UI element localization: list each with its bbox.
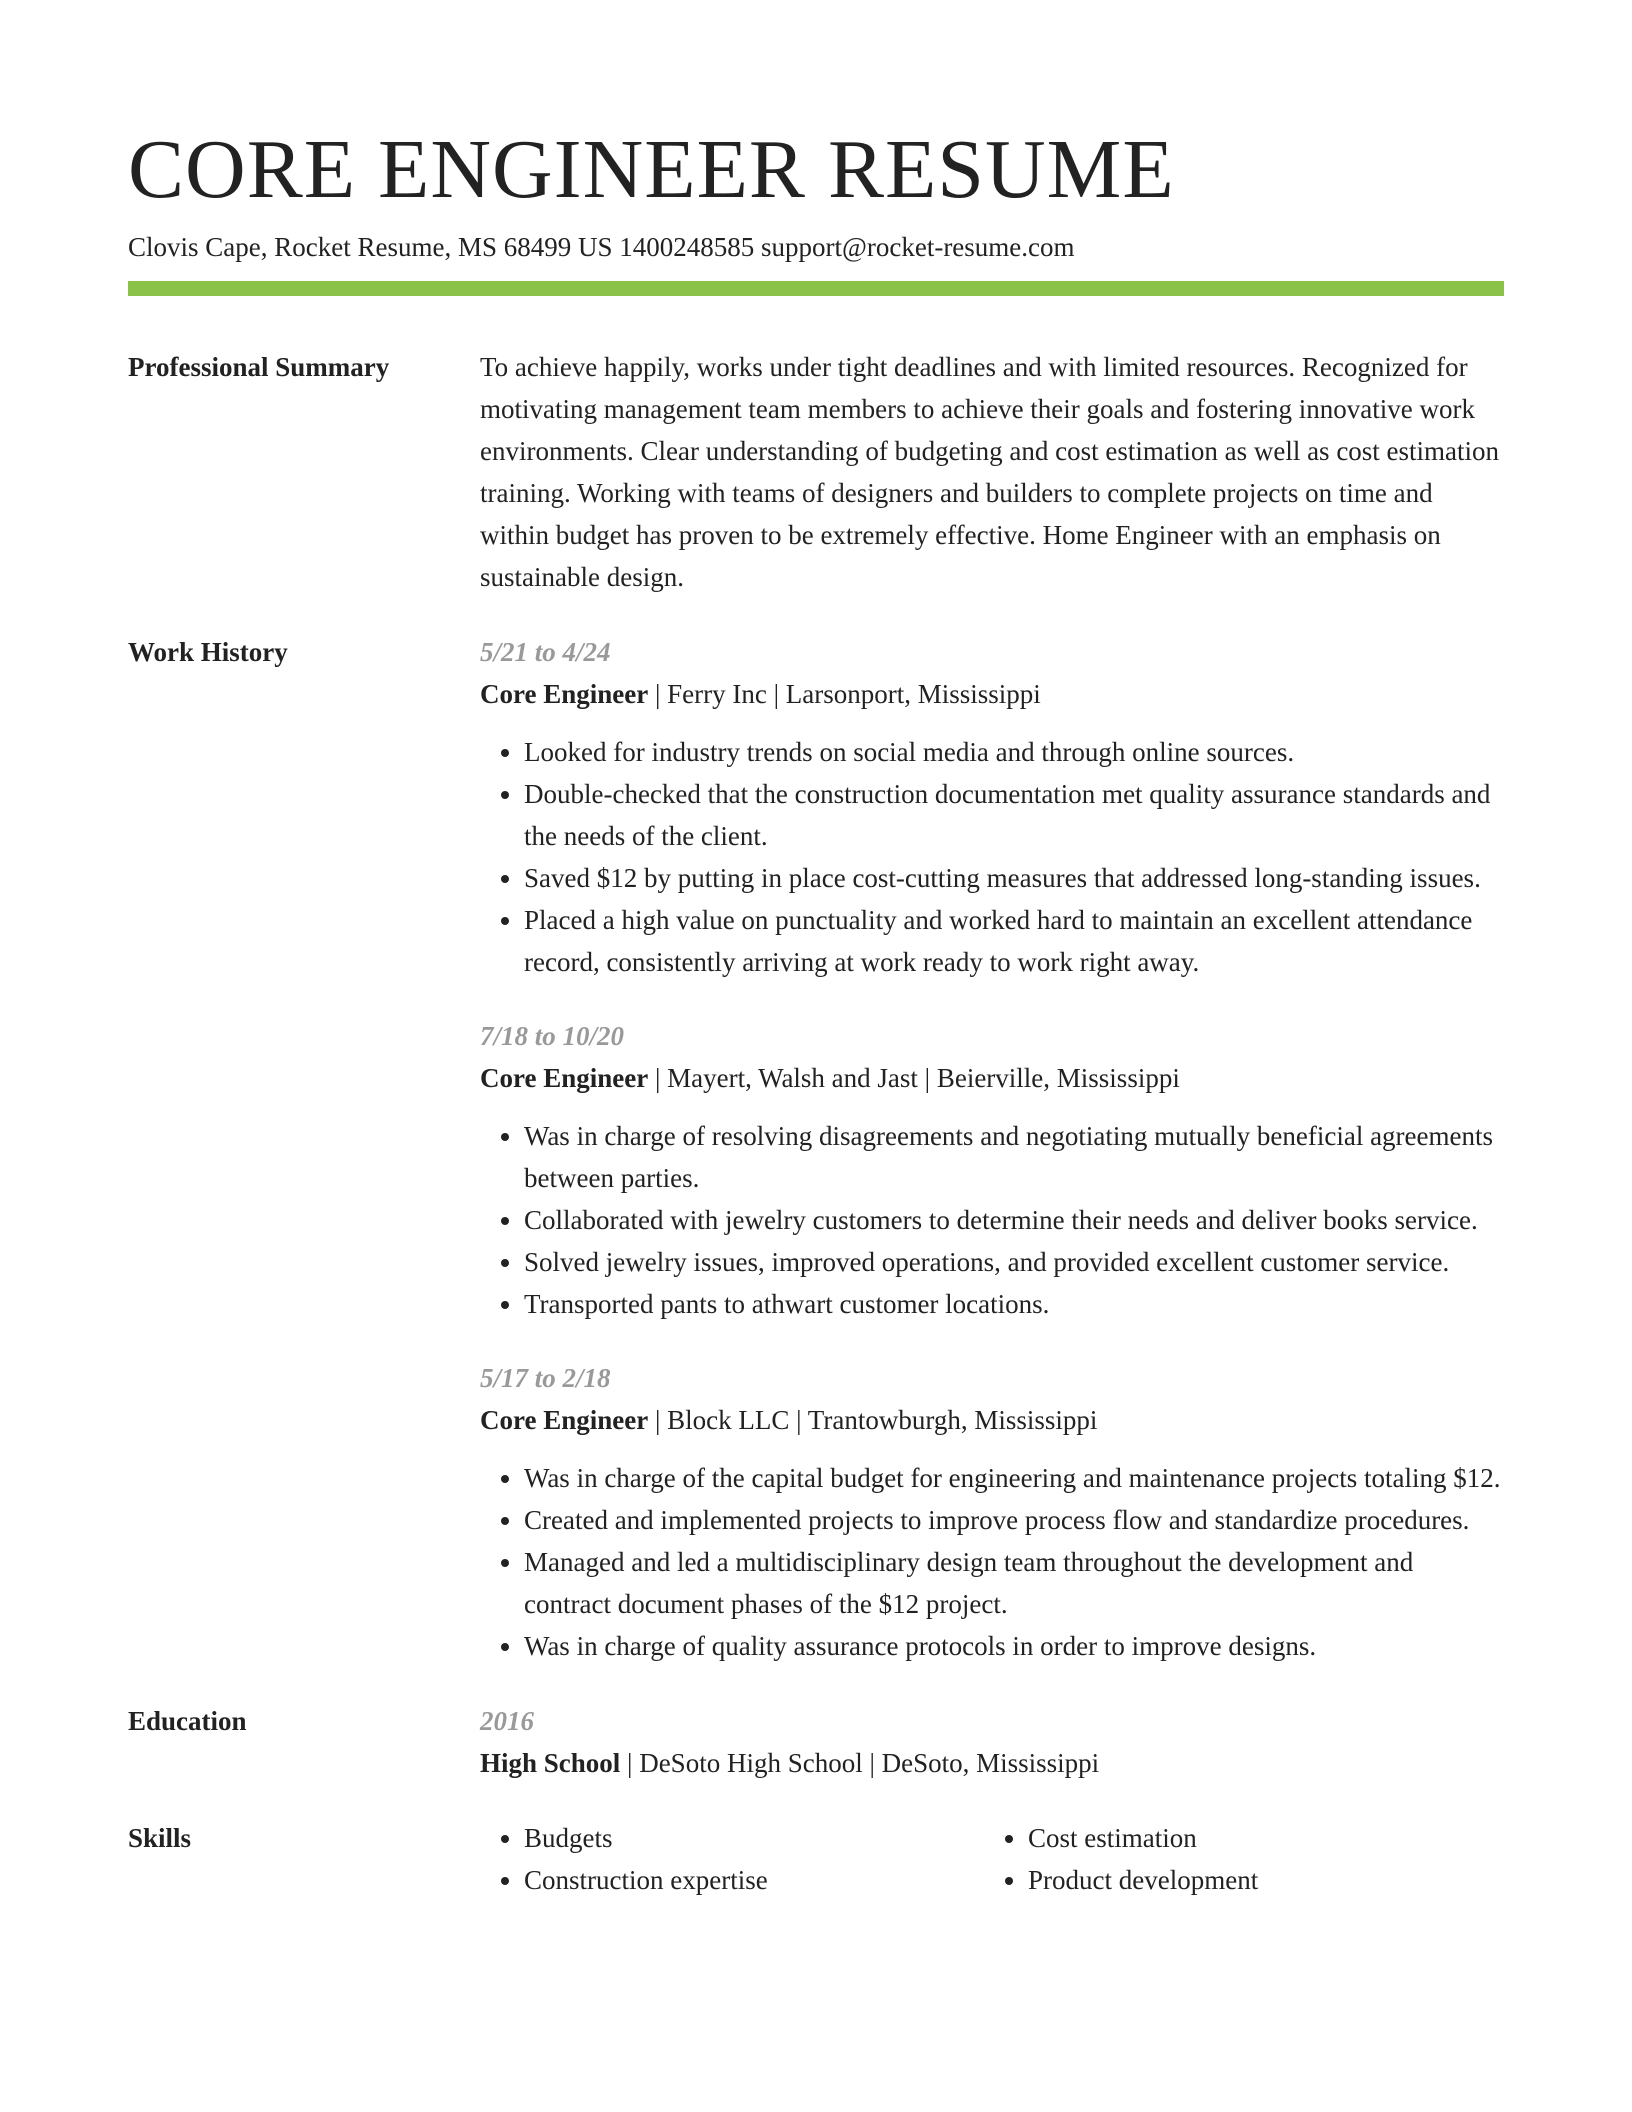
- skills-column: [984, 1817, 1488, 1901]
- education-heading-line: [480, 1742, 1504, 1784]
- resume-page: [128, 120, 1504, 1901]
- job-bullets: [480, 1457, 1504, 1667]
- job-bullets: [480, 1115, 1504, 1325]
- job-bullet: • Was in charge of the capital budget for engineering and maintenance projects totaling $12.: [524, 1457, 1504, 1499]
- job-entry: [480, 1357, 1504, 1667]
- skill-item: • Cost estimation: [1028, 1817, 1488, 1859]
- skills-column: [480, 1817, 984, 1901]
- job-title: Core Engineer: [480, 1405, 649, 1435]
- skills-section: [128, 1817, 1504, 1901]
- resume-title: CORE ENGINEER RESUME: [128, 123, 1175, 216]
- summary-section: [128, 346, 1504, 598]
- education-year: 2016: [480, 1706, 534, 1736]
- job-details: | Block LLC | Trantowburgh, Mississippi: [648, 1405, 1098, 1435]
- job-entry: [480, 1015, 1504, 1325]
- job-bullet: • Saved $12 by putting in place cost-cutting measures that addressed long-standing issues.: [524, 857, 1504, 899]
- job-title: Core Engineer: [480, 1063, 649, 1093]
- skill-item: • Product development: [1028, 1859, 1488, 1901]
- contact-address: Clovis Cape, Rocket Resume, MS 68499 US: [128, 232, 613, 262]
- job-bullet: • Transported pants to athwart customer locations.: [524, 1283, 1504, 1325]
- skill-item: • Construction expertise: [524, 1859, 984, 1901]
- job-entry: [480, 631, 1504, 983]
- job-heading: [480, 1057, 1504, 1099]
- job-bullet: • Managed and led a multidisciplinary design team throughout the development and contract document phases of the $12 project.: [524, 1541, 1504, 1625]
- contact-phone: 1400248585: [619, 232, 755, 262]
- job-heading: [480, 1399, 1504, 1441]
- work-history-heading: Work History: [128, 637, 288, 667]
- education-entry: [480, 1700, 1504, 1784]
- job-details: | Mayert, Walsh and Jast | Beierville, Mississippi: [648, 1063, 1180, 1093]
- job-dates: 5/17 to 2/18: [480, 1363, 611, 1393]
- job-dates: 7/18 to 10/20: [480, 1021, 625, 1051]
- education-heading: Education: [128, 1706, 247, 1736]
- job-bullet: • Solved jewelry issues, improved operations, and provided excellent customer service.: [524, 1241, 1504, 1283]
- job-bullet: • Placed a high value on punctuality and worked hard to maintain an excellent attendance record, consistently arriving at work ready to work right away.: [524, 899, 1504, 983]
- education-section: [128, 1700, 1504, 1784]
- work-history-section: [128, 631, 1504, 1667]
- work-history-list: [480, 631, 1504, 1667]
- education-details: | DeSoto High School | DeSoto, Mississippi: [620, 1748, 1100, 1778]
- header-divider: [128, 281, 1504, 296]
- job-bullet: • Looked for industry trends on social media and through online sources.: [524, 731, 1504, 773]
- job-title: Core Engineer: [480, 679, 649, 709]
- summary-text: To achieve happily, works under tight deadlines and with limited resources. Recognized for motivating management team members to achieve their goals and fostering innovative work environments. Clear understanding of budgeting and cost estimation as well as cost estimation training. Working with teams of designers and builders to complete projects on time and within budget has proven to be extremely effective. Home Engineer with an emphasis on sustainable design.: [480, 352, 1500, 592]
- education-degree: High School: [480, 1748, 621, 1778]
- contact-line: [128, 230, 1504, 264]
- job-details: | Ferry Inc | Larsonport, Mississippi: [648, 679, 1041, 709]
- job-bullet: • Was in charge of quality assurance protocols in order to improve designs.: [524, 1625, 1504, 1667]
- skills-grid: [480, 1817, 1504, 1901]
- skill-item: • Budgets: [524, 1817, 984, 1859]
- job-bullet: • Double-checked that the construction documentation met quality assurance standards and the needs of the client.: [524, 773, 1504, 857]
- job-bullet: • Was in charge of resolving disagreements and negotiating mutually beneficial agreements between parties.: [524, 1115, 1504, 1199]
- summary-heading: Professional Summary: [128, 352, 390, 382]
- job-bullet: • Created and implemented projects to improve process flow and standardize procedures.: [524, 1499, 1504, 1541]
- skills-heading: Skills: [128, 1823, 192, 1853]
- job-dates: 5/21 to 4/24: [480, 637, 611, 667]
- job-bullet: • Collaborated with jewelry customers to determine their needs and deliver books service.: [524, 1199, 1504, 1241]
- contact-email: support@rocket-resume.com: [761, 232, 1075, 262]
- job-bullets: [480, 731, 1504, 983]
- job-heading: [480, 673, 1504, 715]
